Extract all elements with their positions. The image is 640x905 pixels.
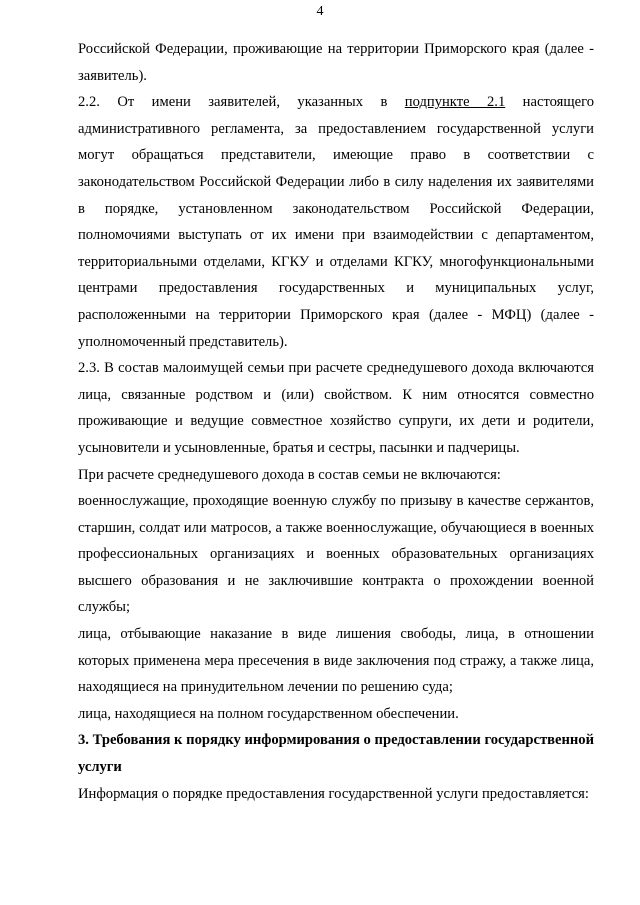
- subclause-link[interactable]: подпункте 2.1: [404, 94, 506, 111]
- paragraph: При расчете среднедушевого дохода в состав семьи не включаются:: [78, 466, 501, 483]
- page-number: 4: [316, 4, 324, 19]
- paragraph-text: настоящего административного регламента, за предоставлением государственной услуги могут обращаться представители, имеющие право в соответствии с законодательством Российской Федерации либо в силу наделения их заявителями в порядке, установленном законодательством Российской Федерации, полномочиями выступать от их имени при взаимодействии с департаментом, территориальными отделами, КГКУ и отделами КГКУ, многофункциональными центрами предоставления государственных и муниципальных услуг, расположенными на территории Приморского края (далее - МФЦ) (далее - уполномоченный представитель).: [78, 94, 594, 350]
- paragraph: Российской Федерации, проживающие на территории Приморского края (далее - заявитель).: [78, 41, 594, 84]
- paragraph-2-2: [78, 89, 594, 355]
- paragraph: военнослужащие, проходящие военную службу по призыву в качестве сержантов, старшин, солдат или матросов, а также военнослужащие, обучающиеся в военных профессиональных организациях и военных образовательных организациях высшего образования и не заключившие контракта о прохождении военной службы;: [78, 493, 594, 616]
- paragraph: лица, находящиеся на полном государственном обеспечении.: [78, 705, 459, 722]
- document-body: [78, 36, 594, 807]
- paragraph: Информация о порядке предоставления государственной услуги предоставляется:: [78, 785, 589, 802]
- section-heading: 3. Требования к порядку информирования о предоставлении государственной услуги: [78, 732, 594, 776]
- paragraph-2-3: 2.3. В состав малоимущей семьи при расчете среднедушевого дохода включаются лица, связанные родством и (или) свойством. К ним относятся совместно проживающие и ведущие совместное хозяйство супруги, их дети и родители, усыновители и усыновленные, братья и сестры, пасынки и падчерицы.: [78, 360, 594, 456]
- paragraph: лица, отбывающие наказание в виде лишения свободы, лица, в отношении которых применена мера пресечения в виде заключения под стражу, а также лица, находящиеся на принудительном лечении по решению суда;: [78, 626, 594, 696]
- paragraph-text: 2.2. От имени заявителей, указанных в: [78, 94, 405, 111]
